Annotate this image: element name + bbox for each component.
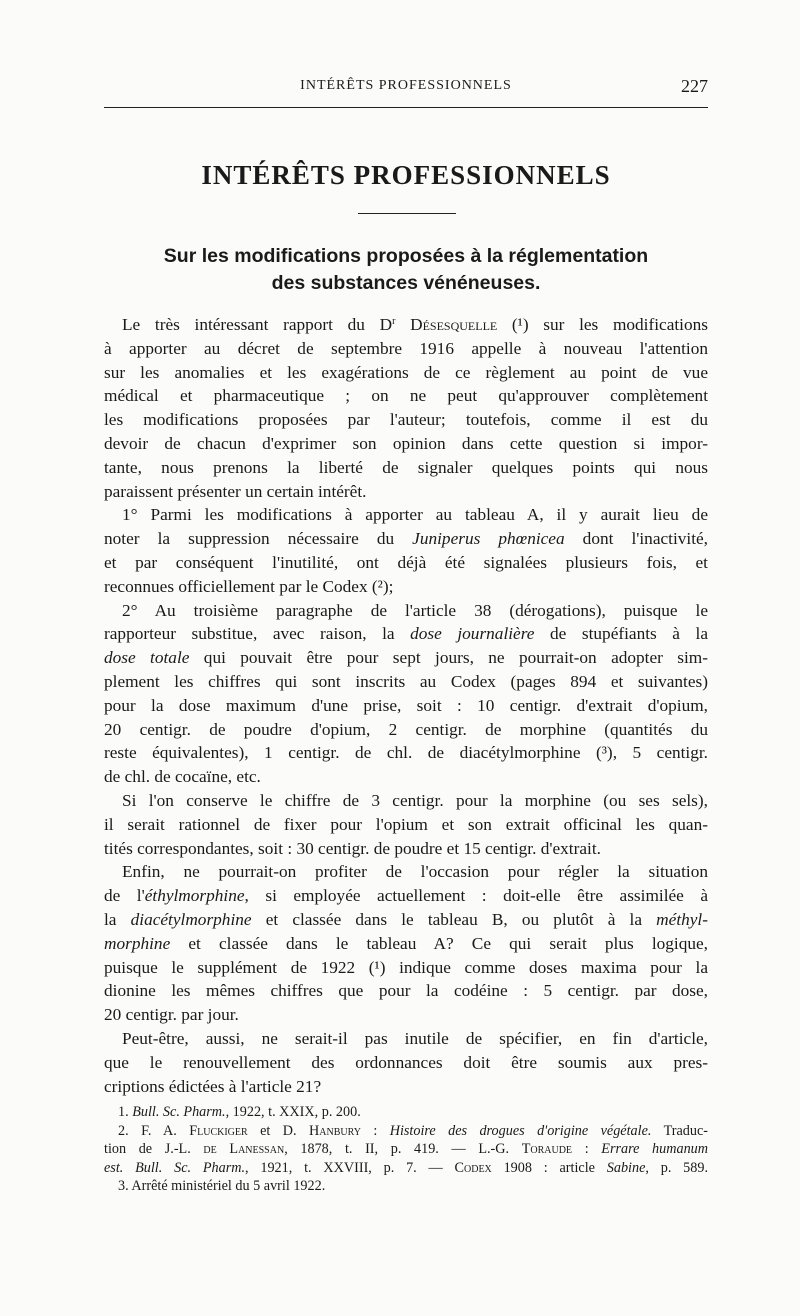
text-line: plement les chiffres qui sont inscrits au Codex (pages 894 et suivantes) bbox=[104, 671, 708, 691]
text: , 1878, t. II, p. 419. — L.-G. bbox=[284, 1141, 522, 1158]
author-name: de Lanessan bbox=[203, 1141, 285, 1158]
page-number: 227 bbox=[681, 76, 708, 96]
text-line: à apporter au décret de septembre 1916 appelle à nouveau l'attention bbox=[104, 338, 708, 358]
italic-text: Errare humanum bbox=[601, 1141, 708, 1158]
paragraph-renewal bbox=[104, 1027, 708, 1098]
text: Le très intéressant rapport du D bbox=[122, 315, 393, 334]
text: de stupéfiants à la bbox=[534, 624, 708, 644]
footnote-2 bbox=[104, 1122, 708, 1141]
footnotes bbox=[104, 1103, 708, 1196]
text-line: et par conséquent l'inutilité, ont déjà été signalées plusieurs fois, et bbox=[104, 552, 708, 572]
section-title: INTÉRÊTS PROFESSIONNELS bbox=[201, 160, 611, 190]
text-line bbox=[104, 527, 708, 551]
title-rule bbox=[358, 213, 456, 214]
text: , 5 centigr. bbox=[612, 743, 708, 763]
running-title: INTÉRÊTS PROFESSIONNELS bbox=[300, 78, 512, 93]
italic-text: dose totale bbox=[104, 648, 190, 668]
article-subtitle bbox=[104, 243, 708, 297]
paragraph-point-2 bbox=[104, 599, 708, 789]
italic-text: Juniperus phœnicea bbox=[412, 529, 565, 549]
text-line: 20 centigr. de poudre d'opium, 2 centigr. de morphine (quantités du bbox=[104, 719, 708, 739]
footnote-2-line bbox=[104, 1140, 708, 1159]
text: puisque le supplément de 1922 bbox=[104, 957, 369, 977]
text: , 1921, t. XXVIII, p. 7. — bbox=[245, 1159, 455, 1176]
author-name: Hanbury bbox=[309, 1122, 361, 1139]
text: 1. bbox=[118, 1104, 133, 1120]
footnote-ref: (³) bbox=[596, 743, 613, 763]
text-line: sur les anomalies et les exagérations de ce règlement au point de vue bbox=[104, 362, 708, 382]
text: et classée dans le tableau A? Ce qui serait plus logique, bbox=[170, 933, 708, 953]
text-line bbox=[104, 313, 708, 337]
footnote-ref: (¹) bbox=[511, 315, 529, 334]
text-line bbox=[104, 884, 708, 908]
author-name: Fluckiger bbox=[189, 1122, 248, 1139]
text: 2. F. A. bbox=[118, 1122, 190, 1139]
text: sur les modifications bbox=[528, 315, 708, 334]
text-line: dionine les mêmes chiffres que pour la codéine : 5 centigr. par dose, bbox=[104, 981, 708, 1001]
text-line: Si l'on conserve le chiffre de 3 centigr. pour la morphine (ou ses sels), bbox=[122, 790, 708, 810]
text-line: 20 centigr. par jour. bbox=[104, 1005, 239, 1025]
text: dont l'inactivité, bbox=[564, 529, 708, 549]
text: reste équivalentes), 1 centigr. de chl. de diacétylmorphine bbox=[104, 743, 596, 763]
italic-text: Bull. Sc. Pharm. bbox=[132, 1104, 226, 1120]
paragraph-ethylmorphine bbox=[104, 860, 708, 1027]
text-line: paraissent présenter un certain intérêt. bbox=[104, 481, 367, 501]
text-line bbox=[104, 741, 708, 765]
text-line: Enfin, ne pourrait-on profiter de l'occasion pour régler la situation bbox=[122, 862, 708, 882]
text: tion de J.-L. bbox=[104, 1141, 204, 1158]
text: , 1922, t. XXIX, p. 200. bbox=[225, 1104, 361, 1120]
text-line: criptions édictées à l'article 21? bbox=[104, 1076, 322, 1096]
footnote-2-line bbox=[104, 1159, 708, 1178]
text: et classée dans le tableau B, ou plutôt à la bbox=[251, 909, 657, 929]
text-line bbox=[104, 646, 708, 670]
text-line: médical et pharmaceutique ; on ne peut qu'approuver complètement bbox=[104, 386, 708, 406]
text: rapporteur substitue, avec raison, la bbox=[104, 624, 411, 644]
article-body bbox=[104, 313, 708, 1098]
text: noter la suppression nécessaire du bbox=[104, 529, 413, 549]
italic-text: méthyl- bbox=[656, 909, 708, 929]
text-line bbox=[104, 932, 708, 956]
italic-text: morphine bbox=[104, 933, 171, 953]
paragraph-intro bbox=[104, 313, 708, 503]
text: et D. bbox=[247, 1122, 309, 1139]
text-line: 2° Au troisième paragraphe de l'article 38 (dérogations), puisque le bbox=[122, 600, 708, 620]
author-name: Toraude bbox=[521, 1141, 573, 1158]
text-line: que le renouvellement des ordonnances doit être soumis aux pres- bbox=[104, 1052, 708, 1072]
text: : bbox=[572, 1141, 602, 1158]
italic-text: Sabine bbox=[606, 1159, 646, 1176]
text-line: 1° Parmi les modifications à apporter au tableau A, il y aurait lieu de bbox=[122, 505, 708, 525]
paragraph-morphine bbox=[104, 789, 708, 860]
text: , si employée actuellement : doit-elle être assimilée à bbox=[244, 886, 709, 906]
subtitle-line: Sur les modifications proposées à la réglementation bbox=[163, 245, 649, 267]
author-name: Désesquelle bbox=[410, 315, 498, 334]
header-rule bbox=[104, 107, 708, 108]
superscript: r bbox=[392, 316, 396, 327]
text-line bbox=[104, 575, 708, 599]
text-line: pour la dose maximum d'une prise, soit : 10 centigr. d'extrait d'opium, bbox=[104, 695, 708, 715]
text: 1908 : article bbox=[491, 1159, 607, 1176]
text-line: il serait rationnel de fixer pour l'opium et son extrait officinal les quan- bbox=[104, 814, 708, 834]
text-line: devoir de chacun d'exprimer son opinion dans cette question si impor- bbox=[104, 433, 708, 453]
codex-name: Codex bbox=[454, 1159, 492, 1176]
text-line: de chl. de cocaïne, etc. bbox=[104, 767, 261, 787]
subtitle-line: des substances vénéneuses. bbox=[271, 272, 541, 294]
italic-text: Histoire des drogues d'origine végétale. bbox=[389, 1122, 652, 1139]
text-line: tante, nous prenons la liberté de signaler quelques points qui nous bbox=[104, 457, 708, 477]
paragraph-point-1 bbox=[104, 503, 708, 598]
italic-text: est. Bull. Sc. Pharm. bbox=[104, 1159, 246, 1176]
footnote-ref: (¹) bbox=[368, 957, 386, 977]
italic-text: éthylmorphine bbox=[144, 886, 245, 906]
text: la bbox=[104, 909, 131, 929]
text: de l' bbox=[104, 886, 145, 906]
text: ; bbox=[388, 576, 394, 596]
text: : bbox=[360, 1122, 390, 1139]
text-line: les modifications proposées par l'auteur; toutefois, comme il est du bbox=[104, 410, 708, 430]
text: qui pouvait être pour sept jours, ne pourrait-on adopter sim- bbox=[189, 648, 708, 668]
footnote-3: 3. Arrêté ministériel du 5 avril 1922. bbox=[118, 1178, 326, 1195]
text: Traduc- bbox=[651, 1122, 708, 1139]
italic-text: dose journalière bbox=[410, 624, 535, 644]
text-line: Peut-être, aussi, ne serait-il pas inutile de spécifier, en fin d'article, bbox=[122, 1028, 708, 1048]
text-line bbox=[104, 956, 708, 980]
footnote-1 bbox=[104, 1103, 708, 1122]
text-line: tités correspondantes, soit : 30 centigr. de poudre et 15 centigr. d'extrait. bbox=[104, 838, 601, 858]
text-line bbox=[104, 622, 708, 646]
running-header bbox=[104, 76, 708, 98]
text: reconnues officiellement par le Codex bbox=[104, 576, 372, 596]
text: , p. 589. bbox=[645, 1159, 708, 1176]
italic-text: diacétylmorphine bbox=[130, 909, 252, 929]
footnote-ref: (²) bbox=[371, 576, 389, 596]
text: indique comme doses maxima pour la bbox=[385, 957, 708, 977]
text-line bbox=[104, 908, 708, 932]
